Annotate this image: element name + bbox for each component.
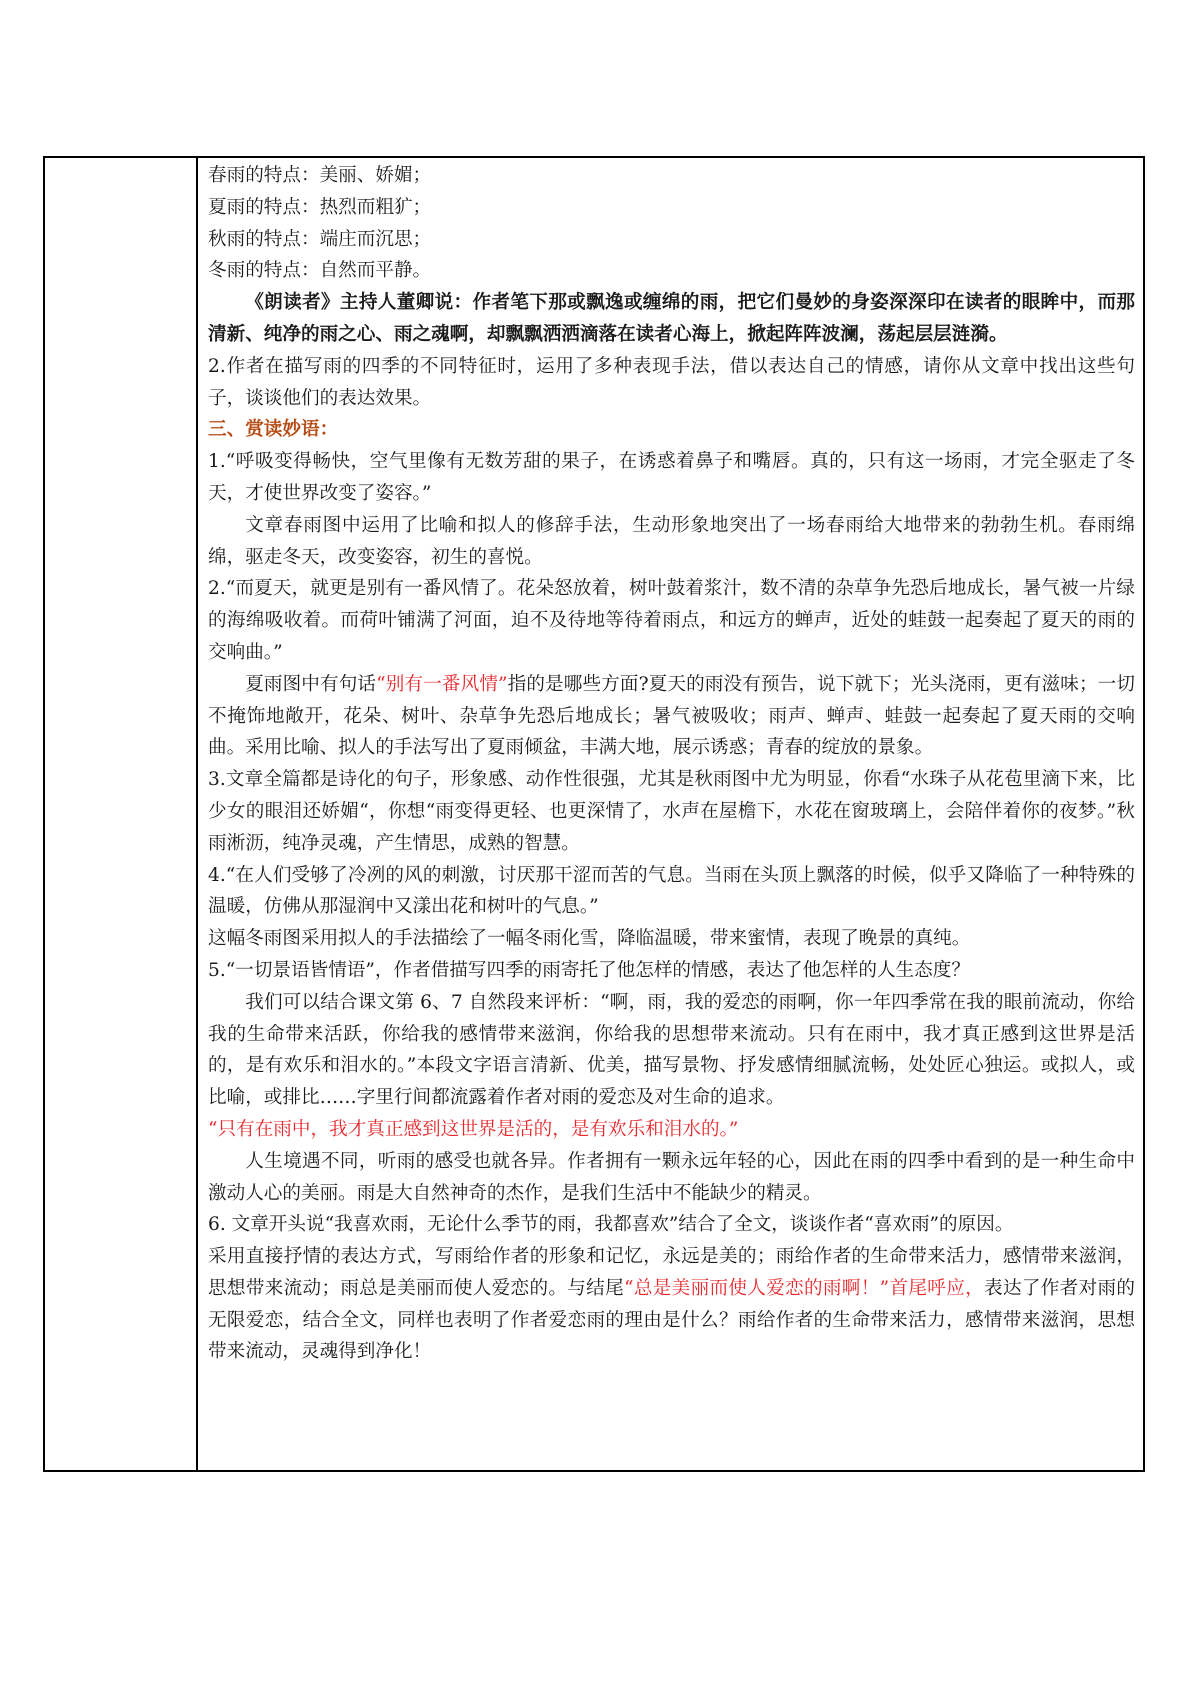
item-6-highlight: “总是美丽而使人爱恋的雨啊！”首尾呼应， [624, 1277, 985, 1299]
table-content-column [198, 158, 1143, 1470]
summer-rain-feature: 夏雨的特点：热烈而粗犷； [208, 196, 432, 218]
item-6-answer-lead: 采用直接抒情的表达方式，写雨给作者的形象和记忆，永远是美的；雨给作者的生命带来活力，感情带来滋润，思想带来流动；雨总是美丽而使人爱恋的。与结尾 [208, 1246, 1135, 1299]
section-3-title: 三、赏读妙语： [208, 419, 339, 441]
item-2-analysis [208, 669, 1135, 764]
question-2: 2.作者在描写雨的四季的不同特征时，运用了多种表现手法，借以表达自己的情感，请你从文章中找出这些句子，谈谈他们的表达效果。 [208, 355, 1135, 409]
item-3: 3.文章全篇都是诗化的句子，形象感、动作性很强，尤其是秋雨图中尤为明显，你看“水珠子从花苞里滴下来，比少女的眼泪还娇媚“，你想“雨变得更轻、也更深情了，水声在屋檐下，水花在窗玻璃上，会陪伴着你的夜梦。”秋雨淅沥，纯净灵魂，产生情思，成熟的智慧。 [208, 769, 1135, 854]
item-5-red-quote: “只有在雨中，我才真正感到这世界是活的，是有欢乐和泪水的。” [208, 1118, 739, 1140]
host-quote: 《朗读者》主持人董卿说：作者笔下那或飘逸或缠绵的雨，把它们曼妙的身姿深深印在读者的眼眸中，而那清新、纯净的雨之心、雨之魂啊，却飘飘洒洒滴落在读者心海上，掀起阵阵波澜，荡起层层涟漪。 [208, 292, 1135, 345]
item-5-analysis: 我们可以结合课文第 6、7 自然段来评析：“啊，雨，我的爱恋的雨啊，你一年四季常在我的眼前流动，你给我的生命带来活跃，你给我的感情带来滋润，你给我的思想带来流动。只有在雨中，我才真正感到这世界是活的，是有欢乐和泪水的。”本段文字语言清新、优美，描写景物、抒发感情细腻流畅，处处匠心独运。或拟人，或比喻，或排比……字里行间都流露着作者对雨的爱恋及对生命的追求。 [208, 991, 1135, 1109]
autumn-rain-feature: 秋雨的特点：端庄而沉思； [208, 228, 432, 250]
item-4-analysis: 这幅冬雨图采用拟人的手法描绘了一幅冬雨化雪，降临温暖，带来蜜情，表现了晚景的真纯。 [208, 928, 971, 950]
lesson-table [43, 156, 1145, 1472]
item-1-quote: 1.“呼吸变得畅快，空气里像有无数芳甜的果子，在诱惑着鼻子和嘴唇。真的，只有这一场雨，才完全驱走了冬天，才使世界改变了姿容。” [208, 451, 1135, 504]
winter-rain-feature: 冬雨的特点：自然而平静。 [208, 260, 432, 282]
spring-rain-feature: 春雨的特点：美丽、娇媚； [208, 165, 432, 186]
table-left-column [45, 158, 198, 1470]
item-1-analysis: 文章春雨图中运用了比喻和拟人的修辞手法，生动形象地突出了一场春雨给大地带来的勃勃生机。春雨绵绵，驱走冬天，改变姿容，初生的喜悦。 [208, 514, 1135, 568]
item-5-analysis-2: 人生境遇不同，听雨的感受也就各异。作者拥有一颗永远年轻的心，因此在雨的四季中看到的是一种生命中激动人心的美丽。雨是大自然神奇的杰作，是我们生活中不能缺少的精灵。 [208, 1150, 1135, 1204]
item-2-quote: 2.“而夏天，就更是别有一番风情了。花朵怒放着，树叶鼓着浆汁，数不清的杂草争先恐后地成长，暑气被一片绿的海绵吸收着。而荷叶铺满了河面，迫不及待地等待着雨点，和远方的蝉声，近处的蛙鼓一起奏起了夏天的雨的交响曲。” [208, 578, 1135, 663]
item-2-highlight: “别有一番风情” [376, 673, 508, 695]
item-6-answer-rest: 表达了作者对雨的无限爱恋，结合全文，同样也表明了作者爱恋雨的理由是什么？雨给作者的生命带来活力，感情带来滋润，思想带来流动，灵魂得到净化！ [208, 1277, 1135, 1363]
item-2-analysis-rest: 指的是哪些方面?夏天的雨没有预告，说下就下；光头浇雨，更有滋味；一切不掩饰地敞开，花朵、树叶、杂草争先恐后地成长；暑气被吸收；雨声、蝉声、蛙鼓一起奏起了夏天雨的交响曲。采用比喻、拟人的手法写出了夏雨倾盆，丰满大地，展示诱惑；青春的绽放的景象。 [208, 673, 1135, 759]
item-6-question: 6. 文章开头说“我喜欢雨，无论什么季节的雨，我都喜欢”结合了全文，谈谈作者“喜欢雨”的原因。 [208, 1214, 1014, 1236]
item-5-question: 5.“一切景语皆情语”，作者借描写四季的雨寄托了他怎样的情感，表达了他怎样的人生态度？ [208, 959, 970, 981]
item-4-quote: 4.“在人们受够了冷冽的风的刺激，讨厌那干涩而苦的气息。当雨在头顶上飘落的时候，似乎又降临了一种特殊的温暖，仿佛从那湿润中又漾出花和树叶的气息。” [208, 864, 1135, 918]
item-6-answer [208, 1241, 1135, 1368]
item-2-analysis-lead: 夏雨图中有句话 [245, 673, 377, 695]
